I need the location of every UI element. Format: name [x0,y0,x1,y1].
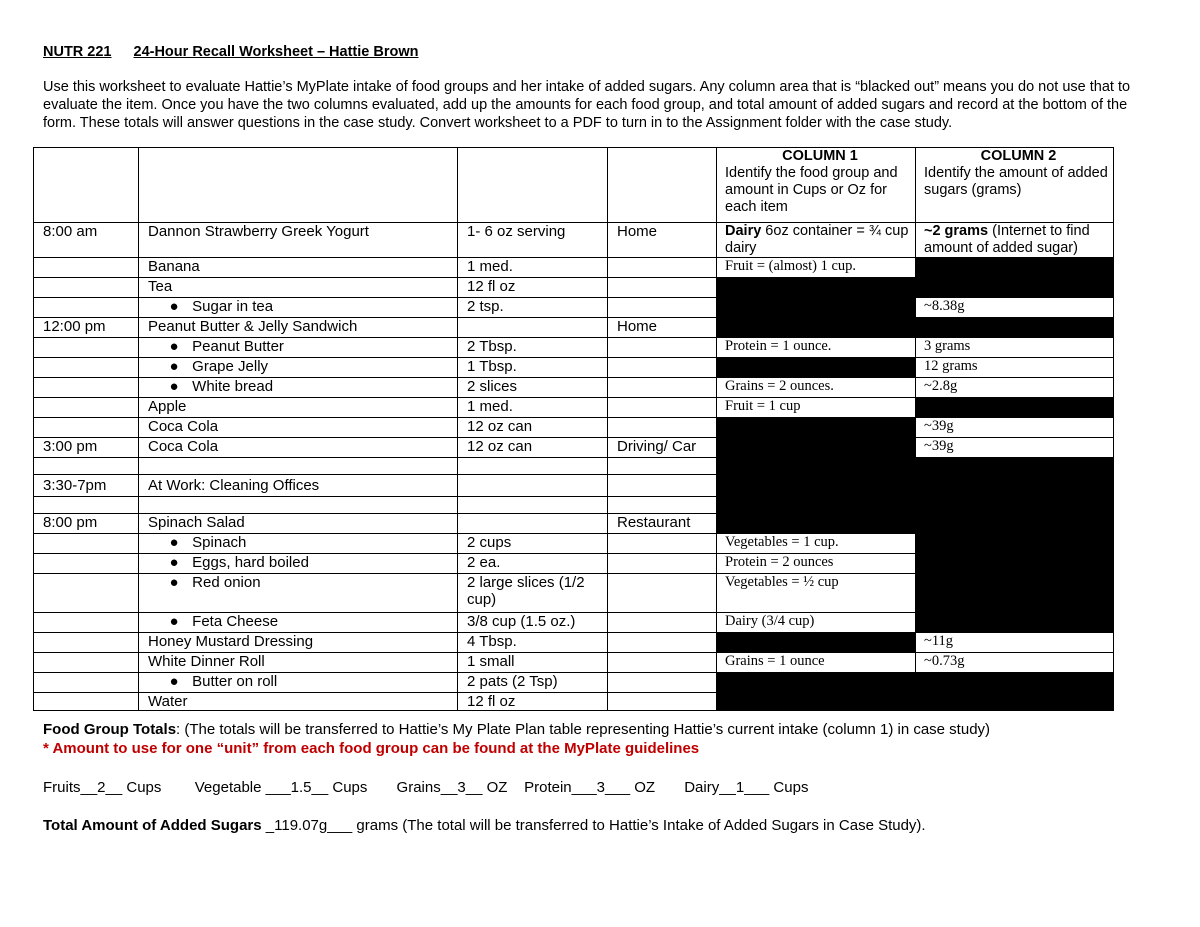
table-row [34,574,1114,613]
place-cell [608,418,717,438]
food-item-label: Feta Cheese [192,613,279,630]
time-cell: 3:00 pm [34,438,139,458]
food-cell [139,534,458,554]
added-sugar-cell: ~39g [916,438,1114,458]
place-cell [608,298,717,318]
place-cell [608,458,717,475]
food-group-amount: 6oz container = ¾ cup dairy [725,223,909,256]
bullet-icon: ● [169,338,179,355]
blacked-out-cell [916,514,1114,534]
blacked-out-cell [916,673,1114,693]
blacked-out-cell [916,613,1114,633]
header-row [34,148,1114,223]
table-row [34,338,1114,358]
place-cell: Restaurant [608,514,717,534]
amount-cell [458,497,608,514]
blacked-out-cell [916,398,1114,418]
food-cell: Apple [139,398,458,418]
time-cell [34,613,139,633]
time-cell [34,554,139,574]
bullet-icon: ● [169,298,179,315]
place-cell [608,693,717,711]
amount-cell: 2 ea. [458,554,608,574]
time-cell [34,278,139,298]
added-sugar-cell: ~39g [916,418,1114,438]
food-group-cell [717,223,916,258]
blacked-out-cell [717,438,916,458]
food-cell [139,554,458,574]
time-cell [34,534,139,554]
time-cell [34,298,139,318]
food-cell: Tea [139,278,458,298]
time-cell [34,673,139,693]
table-row [34,378,1114,398]
time-cell: 8:00 pm [34,514,139,534]
bullet-icon: ● [169,534,179,551]
place-cell [608,574,717,613]
amount-cell [458,318,608,338]
food-cell: White Dinner Roll [139,653,458,673]
table-row [34,278,1114,298]
bullet-icon: ● [169,554,179,571]
column-1-header [717,148,916,223]
food-cell [139,458,458,475]
added-sugar-cell [916,223,1114,258]
table-row [34,318,1114,338]
table-row [34,633,1114,653]
bullet-icon: ● [169,673,179,690]
header-cell-place [608,148,717,223]
table-row [34,223,1114,258]
added-sugar-cell: 3 grams [916,338,1114,358]
table-row [34,398,1114,418]
added-sugar-cell: ~0.73g [916,653,1114,673]
amount-cell: 3/8 cup (1.5 oz.) [458,613,608,633]
amount-cell: 12 fl oz [458,278,608,298]
time-cell [34,378,139,398]
food-group-label: Dairy [725,223,762,239]
food-cell [139,613,458,633]
food-cell [139,574,458,613]
added-sugar-cell: ~11g [916,633,1114,653]
added-sugar-value: ~2 grams [924,223,989,239]
time-cell [34,338,139,358]
table-row [34,534,1114,554]
food-item-label: Butter on roll [192,673,278,690]
table-row [34,514,1114,534]
table-row [34,458,1114,475]
course-code: NUTR 221 [43,44,112,60]
food-cell: Peanut Butter & Jelly Sandwich [139,318,458,338]
time-cell [34,693,139,711]
time-cell [34,398,139,418]
amount-cell: 12 oz can [458,418,608,438]
place-cell [608,554,717,574]
food-cell: At Work: Cleaning Offices [139,475,458,497]
amount-cell: 12 fl oz [458,693,608,711]
food-cell: Banana [139,258,458,278]
blacked-out-cell [916,318,1114,338]
food-group-cell: Fruit = (almost) 1 cup. [717,258,916,278]
blacked-out-cell [717,497,916,514]
blacked-out-cell [916,574,1114,613]
blacked-out-cell [916,554,1114,574]
header-cell-amount [458,148,608,223]
blacked-out-cell [916,475,1114,497]
added-sugar-cell: 12 grams [916,358,1114,378]
food-cell [139,497,458,514]
food-group-totals-note: : (The totals will be transferred to Hattie’s My Plate Plan table representing Hattie’s current intake (column 1) in case study) [176,721,991,738]
food-group-cell: Dairy (3/4 cup) [717,613,916,633]
amount-cell [458,475,608,497]
table-row [34,693,1114,711]
food-group-totals-line: Fruits__2__ Cups Vegetable ___1.5__ Cups Grains__3__ OZ Protein___3___ OZ Dairy__1___ Cups [43,779,809,796]
food-item-label: Peanut Butter [192,338,284,355]
time-cell [34,458,139,475]
blacked-out-cell [717,358,916,378]
added-sugars-value: _119.07g___ grams (The total will be transferred to Hattie’s Intake of Added Sugars in Case Study). [261,817,926,834]
blacked-out-cell [717,475,916,497]
table-row [34,298,1114,318]
header-cell-time [34,148,139,223]
time-cell [34,418,139,438]
place-cell: Home [608,223,717,258]
food-group-cell: Grains = 1 ounce [717,653,916,673]
bullet-icon: ● [169,378,179,395]
recall-table [33,147,1114,711]
place-cell [608,475,717,497]
added-sugars-total [43,816,926,835]
food-item-label: Red onion [192,574,261,591]
time-cell [34,653,139,673]
table-row [34,653,1114,673]
blacked-out-cell [717,693,916,711]
food-cell: Dannon Strawberry Greek Yogurt [139,223,458,258]
amount-cell: 2 Tbsp. [458,338,608,358]
place-cell [608,497,717,514]
food-item-label: Eggs, hard boiled [192,554,309,571]
added-sugar-cell: ~8.38g [916,298,1114,318]
amount-cell: 1 med. [458,258,608,278]
food-item-label: Spinach [192,534,247,551]
blacked-out-cell [717,318,916,338]
blacked-out-cell [916,534,1114,554]
food-cell: Coca Cola [139,438,458,458]
place-cell: Home [608,318,717,338]
place-cell [608,258,717,278]
time-cell [34,574,139,613]
food-group-cell: Grains = 2 ounces. [717,378,916,398]
amount-cell: 1 med. [458,398,608,418]
place-cell [608,633,717,653]
amount-cell: 2 cups [458,534,608,554]
header-cell-food [139,148,458,223]
blacked-out-cell [717,514,916,534]
food-cell [139,378,458,398]
table-row [34,438,1114,458]
table-row [34,258,1114,278]
added-sugar-cell: ~2.8g [916,378,1114,398]
amount-cell [458,514,608,534]
myplate-unit-note: * Amount to use for one “unit” from each food group can be found at the MyPlate guidelines [43,740,700,757]
blacked-out-cell [717,278,916,298]
blacked-out-cell [916,497,1114,514]
place-cell: Driving/ Car [608,438,717,458]
place-cell [608,338,717,358]
food-item-label: White bread [192,378,274,395]
time-cell [34,497,139,514]
place-cell [608,673,717,693]
food-cell [139,298,458,318]
place-cell [608,358,717,378]
blacked-out-cell [717,418,916,438]
food-cell: Water [139,693,458,711]
food-group-cell: Vegetables = 1 cup. [717,534,916,554]
amount-cell: 12 oz can [458,438,608,458]
place-cell [608,278,717,298]
table-row [34,358,1114,378]
blacked-out-cell [717,633,916,653]
amount-cell: 1 small [458,653,608,673]
food-group-cell: Vegetables = ½ cup [717,574,916,613]
food-item-label: Sugar in tea [192,298,274,315]
amount-cell: 4 Tbsp. [458,633,608,653]
table-row [34,554,1114,574]
blacked-out-cell [916,278,1114,298]
food-cell: Honey Mustard Dressing [139,633,458,653]
food-item-label: Grape Jelly [192,358,269,375]
food-group-cell: Protein = 1 ounce. [717,338,916,358]
table-row [34,673,1114,693]
food-group-cell: Fruit = 1 cup [717,398,916,418]
worksheet-name: 24-Hour Recall Worksheet – Hattie Brown [133,44,419,60]
amount-cell: 2 pats (2 Tsp) [458,673,608,693]
table-row [34,418,1114,438]
instructions: Use this worksheet to evaluate Hattie’s MyPlate intake of food groups and her intake of added sugars. Any column area that is “blacked out” means you do not use that to evaluate the item. Once you have the two columns evaluated, add up the amounts for each food group, and total amount of added sugars and record at the bottom of the form. These totals will answer questions in the case study. Convert worksheet to a PDF to turn in to the Assignment folder with the case study. [43,79,1131,131]
food-group-totals-heading [43,720,1173,739]
time-cell: 3:30-7pm [34,475,139,497]
amount-cell: 2 slices [458,378,608,398]
bullet-icon: ● [169,613,179,630]
place-cell [608,378,717,398]
amount-cell [458,458,608,475]
blacked-out-cell [916,693,1114,711]
added-sugars-label: Total Amount of Added Sugars [43,817,262,834]
blacked-out-cell [916,458,1114,475]
time-cell [34,358,139,378]
amount-cell: 1 Tbsp. [458,358,608,378]
food-cell [139,358,458,378]
place-cell [608,613,717,633]
column-2-header [916,148,1114,223]
food-cell: Coca Cola [139,418,458,438]
column-1-description: Identify the food group and amount in Cups or Oz for each item [725,165,898,215]
place-cell [608,398,717,418]
column-1-title: COLUMN 1 [782,148,858,164]
food-group-cell: Protein = 2 ounces [717,554,916,574]
time-cell: 12:00 pm [34,318,139,338]
table-row [34,497,1114,514]
blacked-out-cell [717,298,916,318]
place-cell [608,653,717,673]
table-row [34,475,1114,497]
column-2-title: COLUMN 2 [980,148,1057,164]
table-row [34,613,1114,633]
blacked-out-cell [916,258,1114,278]
amount-cell: 2 large slices (1/2 cup) [458,574,608,613]
food-cell: Spinach Salad [139,514,458,534]
bullet-icon: ● [169,358,179,375]
amount-cell: 2 tsp. [458,298,608,318]
added-sugar-note: (Internet to find amount of added sugar) [924,223,1090,256]
amount-cell: 1- 6 oz serving [458,223,608,258]
food-group-totals-label: Food Group Totals [43,721,177,738]
time-cell: 8:00 am [34,223,139,258]
blacked-out-cell [717,673,916,693]
place-cell [608,534,717,554]
food-cell [139,673,458,693]
bullet-icon: ● [169,574,179,591]
time-cell [34,258,139,278]
column-2-description: Identify the amount of added sugars (grams) [924,165,1108,198]
food-cell [139,338,458,358]
time-cell [34,633,139,653]
worksheet-title [43,44,418,60]
blacked-out-cell [717,458,916,475]
